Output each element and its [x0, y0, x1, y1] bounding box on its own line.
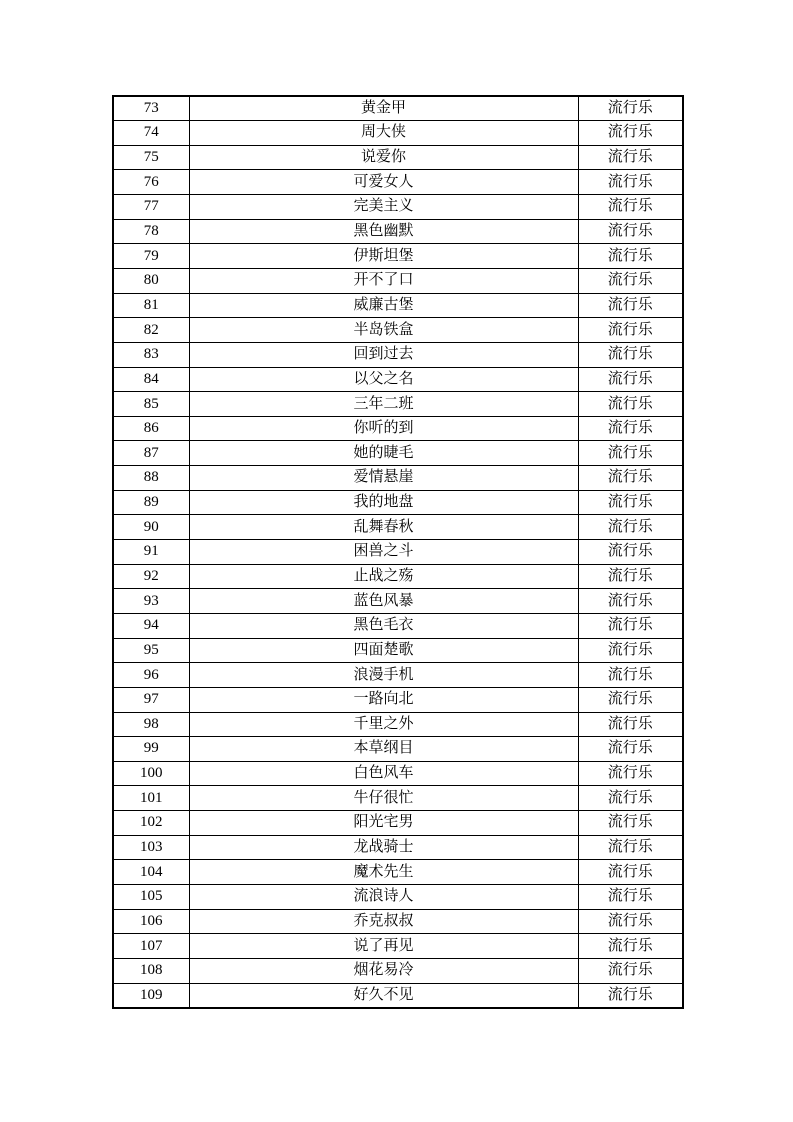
song-title-cell: 好久不见 — [189, 983, 578, 1008]
song-title-cell: 周大侠 — [189, 121, 578, 146]
genre-cell: 流行乐 — [578, 761, 683, 786]
row-number-cell: 91 — [113, 540, 189, 565]
song-title-cell: 龙战骑士 — [189, 835, 578, 860]
table-row — [113, 416, 683, 441]
genre-cell: 流行乐 — [578, 835, 683, 860]
song-title-cell: 白色风车 — [189, 761, 578, 786]
row-number-cell: 100 — [113, 761, 189, 786]
row-number-cell: 106 — [113, 909, 189, 934]
genre-cell: 流行乐 — [578, 515, 683, 540]
genre-cell: 流行乐 — [578, 663, 683, 688]
table-row — [113, 909, 683, 934]
song-title-cell: 阳光宅男 — [189, 811, 578, 836]
table-row — [113, 219, 683, 244]
table-row — [113, 860, 683, 885]
row-number-cell: 75 — [113, 145, 189, 170]
table-row — [113, 466, 683, 491]
song-title-cell: 流浪诗人 — [189, 885, 578, 910]
row-number-cell: 109 — [113, 983, 189, 1008]
song-title-cell: 千里之外 — [189, 712, 578, 737]
row-number-cell: 78 — [113, 219, 189, 244]
genre-cell: 流行乐 — [578, 145, 683, 170]
table-row — [113, 490, 683, 515]
song-title-cell: 完美主义 — [189, 195, 578, 220]
table-row — [113, 441, 683, 466]
table-row — [113, 958, 683, 983]
row-number-cell: 77 — [113, 195, 189, 220]
row-number-cell: 94 — [113, 613, 189, 638]
row-number-cell: 86 — [113, 416, 189, 441]
table-row — [113, 318, 683, 343]
table-row — [113, 392, 683, 417]
genre-cell: 流行乐 — [578, 96, 683, 121]
table-row — [113, 761, 683, 786]
table-row — [113, 293, 683, 318]
song-title-cell: 黑色毛衣 — [189, 613, 578, 638]
table-row — [113, 515, 683, 540]
genre-cell: 流行乐 — [578, 170, 683, 195]
song-title-cell: 回到过去 — [189, 342, 578, 367]
song-title-cell: 黑色幽默 — [189, 219, 578, 244]
genre-cell: 流行乐 — [578, 983, 683, 1008]
row-number-cell: 90 — [113, 515, 189, 540]
table-row — [113, 663, 683, 688]
table-row — [113, 811, 683, 836]
genre-cell: 流行乐 — [578, 712, 683, 737]
row-number-cell: 79 — [113, 244, 189, 269]
table-row — [113, 934, 683, 959]
genre-cell: 流行乐 — [578, 490, 683, 515]
table-row — [113, 638, 683, 663]
table-row — [113, 885, 683, 910]
song-title-cell: 蓝色风暴 — [189, 589, 578, 614]
song-title-cell: 一路向北 — [189, 687, 578, 712]
table-row — [113, 170, 683, 195]
table-row — [113, 835, 683, 860]
table-row — [113, 268, 683, 293]
song-title-cell: 困兽之斗 — [189, 540, 578, 565]
table-row — [113, 983, 683, 1008]
song-title-cell: 爱情悬崖 — [189, 466, 578, 491]
song-title-cell: 你听的到 — [189, 416, 578, 441]
genre-cell: 流行乐 — [578, 244, 683, 269]
genre-cell: 流行乐 — [578, 293, 683, 318]
genre-cell: 流行乐 — [578, 811, 683, 836]
table-row — [113, 367, 683, 392]
table-row — [113, 195, 683, 220]
table-row — [113, 737, 683, 762]
row-number-cell: 73 — [113, 96, 189, 121]
song-title-cell: 我的地盘 — [189, 490, 578, 515]
genre-cell: 流行乐 — [578, 416, 683, 441]
row-number-cell: 89 — [113, 490, 189, 515]
row-number-cell: 88 — [113, 466, 189, 491]
genre-cell: 流行乐 — [578, 342, 683, 367]
row-number-cell: 85 — [113, 392, 189, 417]
genre-cell: 流行乐 — [578, 613, 683, 638]
genre-cell: 流行乐 — [578, 219, 683, 244]
table-row — [113, 589, 683, 614]
genre-cell: 流行乐 — [578, 540, 683, 565]
table-row — [113, 613, 683, 638]
row-number-cell: 83 — [113, 342, 189, 367]
genre-cell: 流行乐 — [578, 367, 683, 392]
row-number-cell: 82 — [113, 318, 189, 343]
row-number-cell: 92 — [113, 564, 189, 589]
table-row — [113, 145, 683, 170]
genre-cell: 流行乐 — [578, 934, 683, 959]
row-number-cell: 96 — [113, 663, 189, 688]
row-number-cell: 102 — [113, 811, 189, 836]
song-title-cell: 烟花易冷 — [189, 958, 578, 983]
song-title-cell: 威廉古堡 — [189, 293, 578, 318]
song-title-cell: 可爱女人 — [189, 170, 578, 195]
row-number-cell: 93 — [113, 589, 189, 614]
genre-cell: 流行乐 — [578, 737, 683, 762]
row-number-cell: 87 — [113, 441, 189, 466]
row-number-cell: 101 — [113, 786, 189, 811]
genre-cell: 流行乐 — [578, 441, 683, 466]
song-title-cell: 浪漫手机 — [189, 663, 578, 688]
song-title-cell: 四面楚歌 — [189, 638, 578, 663]
row-number-cell: 103 — [113, 835, 189, 860]
genre-cell: 流行乐 — [578, 392, 683, 417]
song-title-cell: 三年二班 — [189, 392, 578, 417]
table-row — [113, 712, 683, 737]
table-row — [113, 687, 683, 712]
song-title-cell: 半岛铁盒 — [189, 318, 578, 343]
genre-cell: 流行乐 — [578, 268, 683, 293]
song-title-cell: 黄金甲 — [189, 96, 578, 121]
song-title-cell: 伊斯坦堡 — [189, 244, 578, 269]
song-title-cell: 她的睫毛 — [189, 441, 578, 466]
genre-cell: 流行乐 — [578, 195, 683, 220]
row-number-cell: 108 — [113, 958, 189, 983]
table-row — [113, 342, 683, 367]
song-title-cell: 魔术先生 — [189, 860, 578, 885]
genre-cell: 流行乐 — [578, 860, 683, 885]
genre-cell: 流行乐 — [578, 564, 683, 589]
genre-cell: 流行乐 — [578, 786, 683, 811]
row-number-cell: 105 — [113, 885, 189, 910]
row-number-cell: 74 — [113, 121, 189, 146]
genre-cell: 流行乐 — [578, 638, 683, 663]
genre-cell: 流行乐 — [578, 318, 683, 343]
song-title-cell: 说了再见 — [189, 934, 578, 959]
genre-cell: 流行乐 — [578, 121, 683, 146]
song-title-cell: 本草纲目 — [189, 737, 578, 762]
row-number-cell: 80 — [113, 268, 189, 293]
row-number-cell: 95 — [113, 638, 189, 663]
row-number-cell: 98 — [113, 712, 189, 737]
row-number-cell: 84 — [113, 367, 189, 392]
song-table — [112, 95, 684, 1009]
row-number-cell: 104 — [113, 860, 189, 885]
song-title-cell: 止战之殇 — [189, 564, 578, 589]
genre-cell: 流行乐 — [578, 885, 683, 910]
row-number-cell: 99 — [113, 737, 189, 762]
song-title-cell: 乔克叔叔 — [189, 909, 578, 934]
genre-cell: 流行乐 — [578, 909, 683, 934]
table-row — [113, 540, 683, 565]
row-number-cell: 97 — [113, 687, 189, 712]
song-table-body — [113, 96, 683, 1008]
genre-cell: 流行乐 — [578, 589, 683, 614]
row-number-cell: 81 — [113, 293, 189, 318]
genre-cell: 流行乐 — [578, 958, 683, 983]
table-row — [113, 244, 683, 269]
song-title-cell: 牛仔很忙 — [189, 786, 578, 811]
genre-cell: 流行乐 — [578, 687, 683, 712]
table-row — [113, 564, 683, 589]
song-title-cell: 以父之名 — [189, 367, 578, 392]
row-number-cell: 107 — [113, 934, 189, 959]
table-row — [113, 96, 683, 121]
song-title-cell: 开不了口 — [189, 268, 578, 293]
row-number-cell: 76 — [113, 170, 189, 195]
genre-cell: 流行乐 — [578, 466, 683, 491]
song-title-cell: 乱舞春秋 — [189, 515, 578, 540]
table-row — [113, 121, 683, 146]
table-row — [113, 786, 683, 811]
song-title-cell: 说爱你 — [189, 145, 578, 170]
